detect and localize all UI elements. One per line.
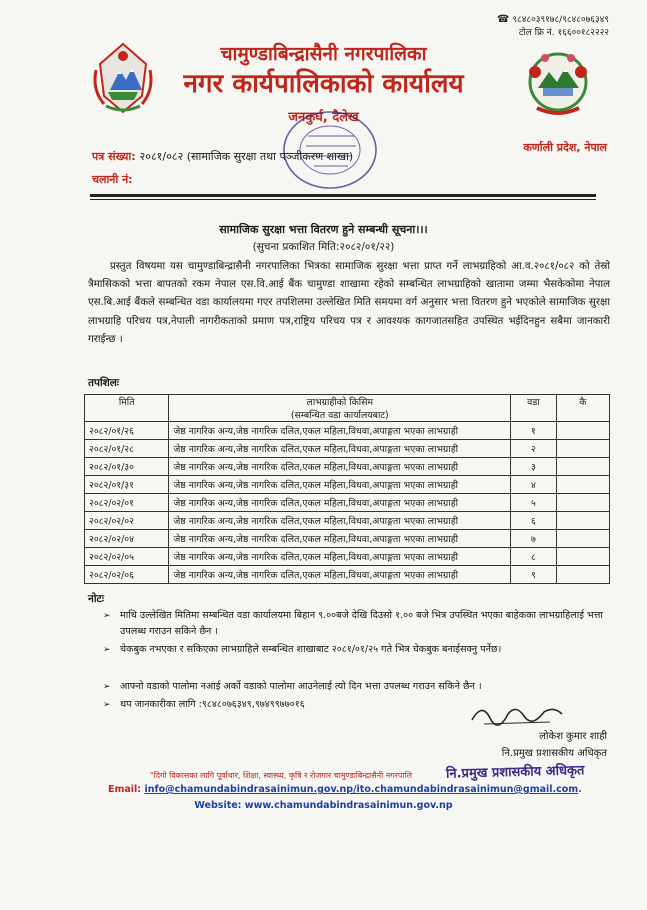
row-type: जेष्ठ नागरिक अन्य,जेष्ठ नागरिक दलित,एकल महिला,विधवा,अपाङ्गता भएका लाभग्राही <box>169 440 511 458</box>
row-date: २०८२/०१/२६ <box>85 422 169 440</box>
row-remarks <box>556 566 609 584</box>
details-label: तपशिलः <box>88 377 120 389</box>
row-date: २०८२/०२/०६ <box>85 566 169 584</box>
row-ward: ३ <box>511 458 557 476</box>
row-ward: ६ <box>511 512 557 530</box>
reference-number <box>92 149 353 164</box>
row-type: जेष्ठ नागरिक अन्य,जेष्ठ नागरिक दलित,एकल महिला,विधवा,अपाङ्गता भएका लाभग्राही <box>169 566 511 584</box>
footer-website <box>0 800 647 811</box>
row-ward: १ <box>511 422 557 440</box>
header-divider-thin <box>90 199 596 200</box>
phone-icon: ☎ <box>497 14 510 25</box>
row-date: २०८२/०२/०१ <box>85 494 169 512</box>
row-remarks <box>556 512 609 530</box>
row-ward: २ <box>511 440 557 458</box>
email-links[interactable]: info@chamundabindrasainimun.gov.np/ito.chamundabindrasainimun@gmail.com <box>144 784 579 795</box>
row-remarks <box>556 476 609 494</box>
phone-numbers <box>497 13 609 40</box>
row-remarks <box>556 530 609 548</box>
table-row <box>85 530 610 548</box>
arrow-bullet-icon: ➢ <box>103 682 111 692</box>
table-row <box>85 548 610 566</box>
row-remarks <box>556 494 609 512</box>
note-item <box>103 679 608 695</box>
row-ward: ७ <box>511 530 557 548</box>
row-date: २०८२/०१/२८ <box>85 440 169 458</box>
website-label: Website: <box>194 800 242 811</box>
table-row <box>85 440 610 458</box>
arrow-bullet-icon: ➢ <box>103 645 111 655</box>
signer-title-stamp: नि.प्रमुख प्रशासकीय अधिकृत <box>445 763 585 782</box>
row-type: जेष्ठ नागरिक अन्य,जेष्ठ नागरिक दलित,एकल महिला,विधवा,अपाङ्गता भएका लाभग्राही <box>169 494 511 512</box>
distribution-schedule-table <box>84 394 610 584</box>
header-type-line2: (सम्बन्धित वडा कार्यालयबाट) <box>290 410 389 421</box>
row-ward: ८ <box>511 548 557 566</box>
row-type: जेष्ठ नागरिक अन्य,जेष्ठ नागरिक दलित,एकल महिला,विधवा,अपाङ्गता भएका लाभग्राही <box>169 422 511 440</box>
reference-value: २०८१/०८२ (सामाजिक सुरक्षा तथा पञ्जीकरण शाखा) <box>139 150 354 163</box>
website-link[interactable]: www.chamundabindrasainimun.gov.np <box>244 800 453 811</box>
table-row <box>85 512 610 530</box>
notice-title: सामाजिक सुरक्षा भत्ता वितरण हुने सम्बन्धी सूचना।।। <box>219 223 428 236</box>
header-type-line1: लाभग्राहीको किसिम <box>306 397 374 408</box>
reference-label: पत्र संख्या: <box>92 150 136 163</box>
header-ward: वडा <box>511 395 557 422</box>
header-date: मिति <box>85 395 169 422</box>
row-type: जेष्ठ नागरिक अन्य,जेष्ठ नागरिक दलित,एकल महिला,विधवा,अपाङ्गता भएका लाभग्राही <box>169 512 511 530</box>
note-text: चेकबुक नभएका र सकिएका लाभग्राहिले सम्बन्धित शाखाबाट २०८१/०१/२५ गते भित्र चेकबुक बनाईसक्नु पर्नेछ। <box>120 644 502 655</box>
row-ward: ५ <box>511 494 557 512</box>
row-remarks <box>556 440 609 458</box>
office-location: जनकुर्घ, दैलेख <box>288 110 359 125</box>
note-item <box>103 608 608 640</box>
table-row <box>85 422 610 440</box>
note-text: माथि उल्लेखित मितिमा सम्बन्धित वडा कार्यालयमा बिहान ९.००बजे देखि दिउसो १.०० बजे भित्र उपस्थित भएका बाहेकका लाभग्राहिलाई भत्ता उपलब्ध गराउन सकिने छैन । <box>120 610 603 637</box>
municipality-name: चामुण्डाबिन्द्रासैनी नगरपालिका <box>220 43 427 65</box>
row-type: जेष्ठ नागरिक अन्य,जेष्ठ नागरिक दलित,एकल महिला,विधवा,अपाङ्गता भएका लाभग्राही <box>169 476 511 494</box>
row-remarks <box>556 458 609 476</box>
phone-number-1: ९८४८०३९१७८/९८४८०७६३४९ <box>512 15 609 25</box>
notes-label: नोटः <box>88 593 104 605</box>
signer-name: लोकेश कुमार शाही <box>539 731 607 742</box>
footer-slogan: "दिगो विकासका लागि पूर्वाधार, शिक्षा, स्वास्थ्य, कृषि र रोजगार चामुण्डाबिन्द्रासैनी नगरपालि <box>150 771 413 780</box>
row-remarks <box>556 422 609 440</box>
notice-published-date: (सुचना प्रकाशित मिति:२०८२/०१/२२) <box>252 241 395 253</box>
header-divider <box>90 194 596 197</box>
dispatch-number-label: चलानी नं: <box>92 173 133 186</box>
table-row <box>85 494 610 512</box>
header-beneficiary-type <box>169 395 511 422</box>
note-text: थप जानकारीका लागि :९८४८०७६३४९,९७४९९७७०१६ <box>120 699 305 710</box>
row-type: जेष्ठ नागरिक अन्य,जेष्ठ नागरिक दलित,एकल महिला,विधवा,अपाङ्गता भएका लाभग्राही <box>169 548 511 566</box>
row-date: २०८२/०२/०४ <box>85 530 169 548</box>
row-type: जेष्ठ नागरिक अन्य,जेष्ठ नागरिक दलित,एकल महिला,विधवा,अपाङ्गता भएका लाभग्राही <box>169 458 511 476</box>
province-name: कर्णाली प्रदेश, नेपाल <box>523 141 607 154</box>
row-ward: ९ <box>511 566 557 584</box>
table-row <box>85 566 610 584</box>
toll-free-number: टोल फ्रि नं. १६६००१८२२२२ <box>518 28 609 38</box>
table-row <box>85 476 610 494</box>
email-label: Email: <box>108 784 142 795</box>
signer-title: नि.प्रमुख प्रशासकीय अधिकृत <box>501 748 607 759</box>
row-date: २०८२/०१/३० <box>85 458 169 476</box>
note-text: आफ्नो वडाको पालोमा नआई अर्को वडाको पालोमा आउनेलाई त्यो दिन भत्ता उपलब्ध गराउन सकिने छैन । <box>120 681 482 692</box>
note-item <box>103 642 608 658</box>
email-end: . <box>578 784 582 795</box>
office-name: नगर कार्यपालिकाको कार्यालय <box>183 69 464 99</box>
arrow-bullet-icon: ➢ <box>103 700 111 710</box>
header-remarks: कै <box>556 395 609 422</box>
row-ward: ४ <box>511 476 557 494</box>
row-date: २०८२/०२/०२ <box>85 512 169 530</box>
table-header-row <box>85 395 610 422</box>
footer-email <box>108 784 582 795</box>
handwritten-signature <box>464 698 568 730</box>
notice-body: प्रस्तुत विषयमा यस चामुण्डाबिन्द्रासैनी नगरपालिका भित्रका सामाजिक सुरक्षा भत्ता प्राप्त गर्ने लाभग्राहिको आ.व.२०८१/०८२ को तेस्रो त्रैमासिकको भत्ता बापतको रकम नेपाल एस.वि.आई बैंक चामुण्डा शाखामा रहेको सम्बन्धित लाभग्राहिको खातामा जम्मा भैसकेकोमा नेपाल एस.बि.आई बैंकले सम्बन्धित वडा कार्यालयमा गएर तपशिलमा उल्लेखित मिति समयमा वर्ग अनुसार भत्ता वितरण हुने भएकोले सामाजिक सुरक्षा लाभग्राहि परिचय पत्र,नेपाली नागरीकताको प्रमाण पत्र,राष्ट्रिय परिचय पत्र र आवश्यक कागजातसहित उपस्थित भईदिनहुन सबैमा जानकारी गराईन्छ । <box>88 261 610 345</box>
table-row <box>85 458 610 476</box>
arrow-bullet-icon: ➢ <box>103 611 111 621</box>
row-date: २०८२/०२/०५ <box>85 548 169 566</box>
row-remarks <box>556 548 609 566</box>
row-type: जेष्ठ नागरिक अन्य,जेष्ठ नागरिक दलित,एकल महिला,विधवा,अपाङ्गता भएका लाभग्राही <box>169 530 511 548</box>
row-date: २०८२/०१/३१ <box>85 476 169 494</box>
